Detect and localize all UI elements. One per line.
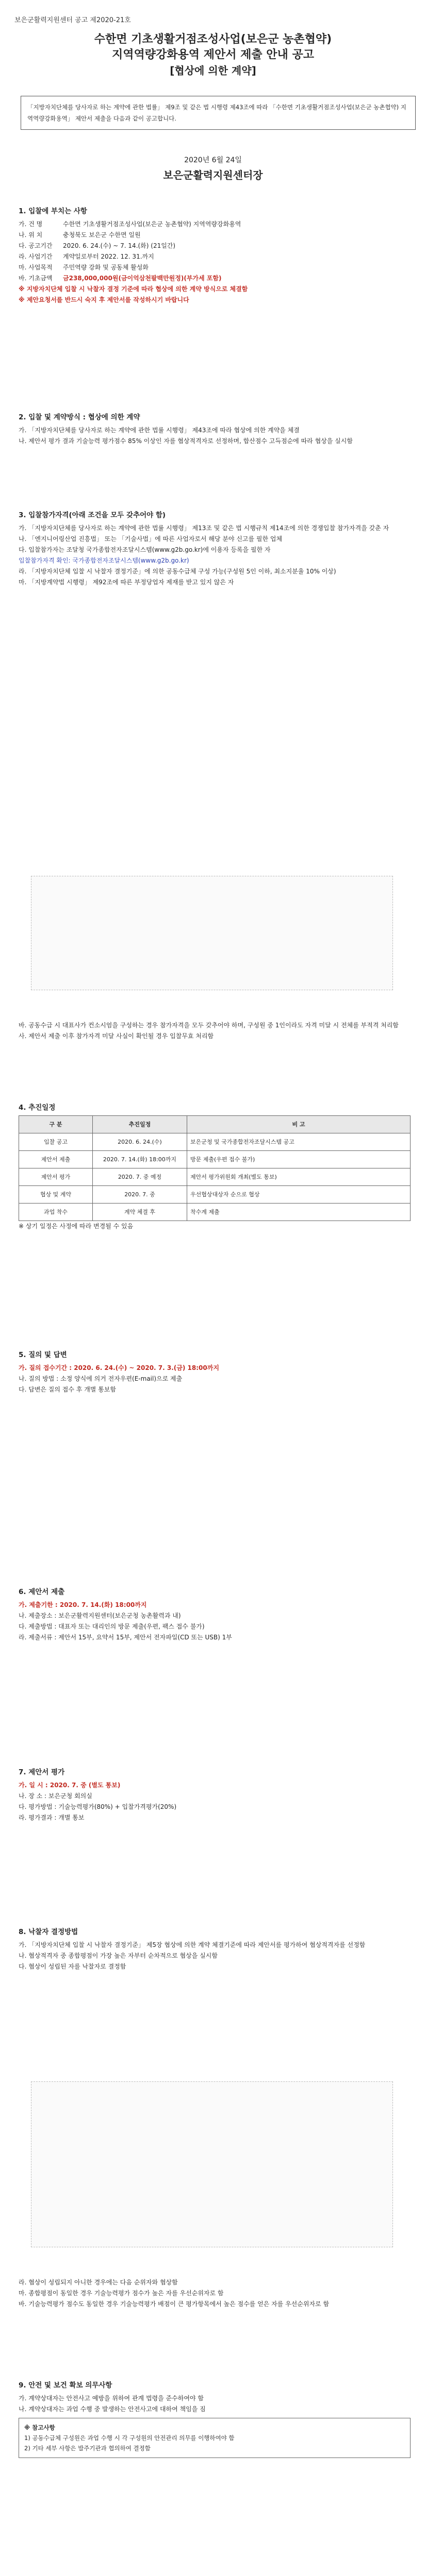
table-row: 제안서 제출 2020. 7. 14.(화) 18:00까지 방문 제출(우편 접수 불가) <box>19 1151 411 1168</box>
paragraph: 가. 「지방자치단체를 당사자로 하는 계약에 관한 법률 시행령」 제13조 및 같은 법 시행규칙 제14조에 의한 경쟁입찰 참가자격을 갖춘 자 <box>19 524 389 532</box>
section-2 <box>19 412 411 447</box>
paragraph: 가. 질의 접수기간 : 2020. 6. 24.(수) ~ 2020. 7. 3.(금) 18:00까지 <box>19 1364 219 1371</box>
paragraph: 나. 계약상대자는 과업 수행 중 발생하는 안전사고에 대하여 책임을 짐 <box>19 2405 206 2413</box>
paragraph: 라. 제출서류 : 제안서 15부, 요약서 15부, 제안서 전자파일(CD 또는 USB) 1부 <box>19 1634 232 1641</box>
table-row: 협상 및 계약 2020. 7. 중 우선협상대상자 순으로 협상 <box>19 1186 411 1204</box>
table-row: 입찰 공고 2020. 6. 24.(수) 보은군청 및 국가종합전자조달시스템 공고 <box>19 1133 411 1151</box>
section-heading: 3. 입찰참가자격(아래 조건을 모두 갖추어야 함) <box>19 511 166 519</box>
paragraph: 다. 협상이 성립된 자를 낙찰자로 결정함 <box>19 1963 126 1970</box>
issuing-organization: 보은군활력지원센터장 <box>163 169 263 181</box>
paragraph: 가. 제출기한 : 2020. 7. 14.(화) 18:00까지 <box>19 1601 147 1608</box>
section-heading: 9. 안전 및 보건 확보 의무사항 <box>19 2381 112 2389</box>
section-8-continued <box>19 2277 411 2310</box>
title-line-3: [협상에 의한 계약] <box>170 64 256 77</box>
section-4 <box>19 1103 411 1232</box>
section-6 <box>19 1587 411 1643</box>
embedded-figure <box>31 2081 393 2247</box>
title-line-1: 수한면 기초생활거점조성사업(보은군 농촌협약) <box>94 33 332 46</box>
notice-number: 보은군활력지원센터 공고 제2020-21호 <box>14 16 131 24</box>
paragraph: 가. 「지방자치단체를 당사자로 하는 계약에 관한 법률 시행령」 제43조에 따라 협상에 의한 계약을 체결 <box>19 427 300 434</box>
paragraph: 사. 제안서 제출 이후 참가자격 미달 사실이 확인될 경우 입찰무효 처리함 <box>19 1032 214 1040</box>
info-row: 가. 건 명 수한면 기초생활거점조성사업(보은군 농촌협약) 지역역량강화용역 <box>19 221 241 228</box>
info-row: 바. 기초금액 금238,000,000원(금이억삼천팔백만원정)(부가세 포함) <box>19 275 222 282</box>
section-heading: 1. 입찰에 부치는 사항 <box>19 207 87 215</box>
info-row: 라. 사업기간 계약일로부터 2022. 12. 31.까지 <box>19 253 154 260</box>
section-heading: 8. 낙찰자 결정방법 <box>19 1928 78 1936</box>
paragraph: 라. 평가결과 : 개별 통보 <box>19 1814 85 1821</box>
section-heading: 6. 제안서 제출 <box>19 1588 65 1596</box>
paragraph: 다. 제출방법 : 대표자 또는 대리인의 방문 제출(우편, 팩스 접수 불가) <box>19 1623 205 1630</box>
info-row: 다. 공고기간 2020. 6. 24.(수) ~ 7. 14.(화) (21일간) <box>19 242 176 249</box>
info-row: 마. 사업목적 주민역량 강화 및 공동체 활성화 <box>19 264 149 271</box>
paragraph: 마. 종합평점이 동일한 경우 기술능력평가 점수가 높은 자를 우선순위자로 함 <box>19 2290 224 2297</box>
section-3-continued <box>19 1020 411 1042</box>
note: ※ 지방자치단체 입찰 시 낙찰자 결정 기준에 따라 협상에 의한 계약 방식으로 체결함 <box>19 285 248 293</box>
section-heading: 2. 입찰 및 계약방식 : 협상에 의한 계약 <box>19 413 140 421</box>
paragraph: 나. 장 소 : 보은군청 회의실 <box>19 1792 92 1800</box>
paragraph: 다. 답변은 질의 접수 후 개별 통보함 <box>19 1386 116 1393</box>
paragraph: 가. 일 시 : 2020. 7. 중 (별도 통보) <box>19 1782 121 1789</box>
lead-paragraph: 「지방자치단체를 당사자로 하는 계약에 관한 법률」 제9조 및 같은 법 시행령 제43조에 따라 「수한면 기초생활거점조성사업(보은군 농촌협약) 지역역량강화용역」 제안서 제출을 다음과 같이 공고합니다. <box>21 96 416 130</box>
schedule-table <box>19 1115 411 1221</box>
paragraph: 다. 평가방법 : 기술능력평가(80%) + 입찰가격평가(20%) <box>19 1803 177 1810</box>
paragraph: 바. 기술능력평가 점수도 동일한 경우 기술능력평가 배점이 큰 평가항목에서 높은 점수를 얻은 자를 우선순위자로 함 <box>19 2300 330 2308</box>
table-footnote: ※ 상기 일정은 사정에 따라 변경될 수 있음 <box>19 1223 134 1230</box>
title-line-2: 지역역량강화용역 제안서 제출 안내 공고 <box>112 48 314 61</box>
paragraph: 라. 협상이 성립되지 아니한 경우에는 다음 순위자와 협상함 <box>19 2279 178 2286</box>
notice-box: ※ 참고사항 1) 공동수급체 구성원은 과업 수행 시 각 구성원의 안전관리 의무를 이행하여야 함 2) 기타 세부 사항은 발주기관과 협의하여 결정함 <box>19 2418 411 2458</box>
table-row: 과업 착수 계약 체결 후 착수계 제출 <box>19 1204 411 1221</box>
section-3 <box>19 510 411 588</box>
section-9 <box>19 2380 411 2458</box>
note: ※ 제안요청서를 반드시 숙지 후 제안서를 작성하시기 바랍니다 <box>19 296 189 303</box>
info-row: 나. 위 치 충청북도 보은군 수한면 일원 <box>19 231 141 239</box>
paragraph: 마. 「지방계약법 시행령」 제92조에 따른 부정당업자 제재를 받고 있지 않은 자 <box>19 579 234 586</box>
table-header-row: 구 분 추진일정 비 고 <box>19 1116 411 1133</box>
section-8 <box>19 1927 411 1972</box>
paragraph: 라. 「지방자치단체 입찰 시 낙찰자 결정기준」에 의한 공동수급체 구성 가능(구성원 5인 이하, 최소지분율 10% 이상) <box>19 568 336 575</box>
paragraph: 나. 질의 방법 : 소정 양식에 의거 전자우편(E-mail)으로 제출 <box>19 1375 183 1382</box>
section-heading: 7. 제안서 평가 <box>19 1768 65 1776</box>
table-row: 제안서 평가 2020. 7. 중 예정 제안서 평가위원회 개최(별도 통보) <box>19 1168 411 1186</box>
g2b-link[interactable]: 입찰참가자격 확인: 국가종합전자조달시스템(www.g2b.go.kr) <box>19 557 189 564</box>
paragraph: 바. 공동수급 시 대표사가 컨소시엄을 구성하는 경우 참가자격을 모두 갖추어야 하며, 구성원 중 1인이라도 자격 미달 시 전체를 부적격 처리함 <box>19 1022 399 1029</box>
paragraph: 가. 「지방자치단체 입찰 시 낙찰자 결정기준」 제5장 협상에 의한 계약 체결기준에 따라 제안서를 평가하여 협상적격자를 선정함 <box>19 1941 366 1948</box>
title-block <box>15 32 411 78</box>
paragraph: 나. 「엔지니어링산업 진흥법」 또는 「기술사법」에 따른 사업자로서 해당 분야 신고를 필한 업체 <box>19 535 283 543</box>
paragraph: 나. 제안서 평가 결과 기술능력 평가점수 85% 이상인 자를 협상적격자로 선정하며, 합산점수 고득점순에 따라 협상을 실시함 <box>19 437 353 445</box>
notice-date: 2020년 6월 24일 <box>184 156 242 164</box>
embedded-figure <box>31 876 393 990</box>
section-1 <box>19 206 411 306</box>
section-7 <box>19 1767 411 1823</box>
section-heading: 5. 질의 및 답변 <box>19 1351 67 1359</box>
paragraph: 나. 제출장소 : 보은군활력지원센터(보은군청 농촌활력과 내) <box>19 1612 181 1619</box>
section-5 <box>19 1350 411 1395</box>
paragraph: 다. 입찰참가자는 조달청 국가종합전자조달시스템(www.g2b.go.kr)에 이용자 등록을 필한 자 <box>19 546 271 553</box>
paragraph: 나. 협상적격자 중 종합평점이 가장 높은 자부터 순차적으로 협상을 실시함 <box>19 1952 218 1959</box>
section-heading: 4. 추진일정 <box>19 1104 56 1112</box>
paragraph: 가. 계약상대자는 안전사고 예방을 위하여 관계 법령을 준수하여야 함 <box>19 2395 204 2402</box>
